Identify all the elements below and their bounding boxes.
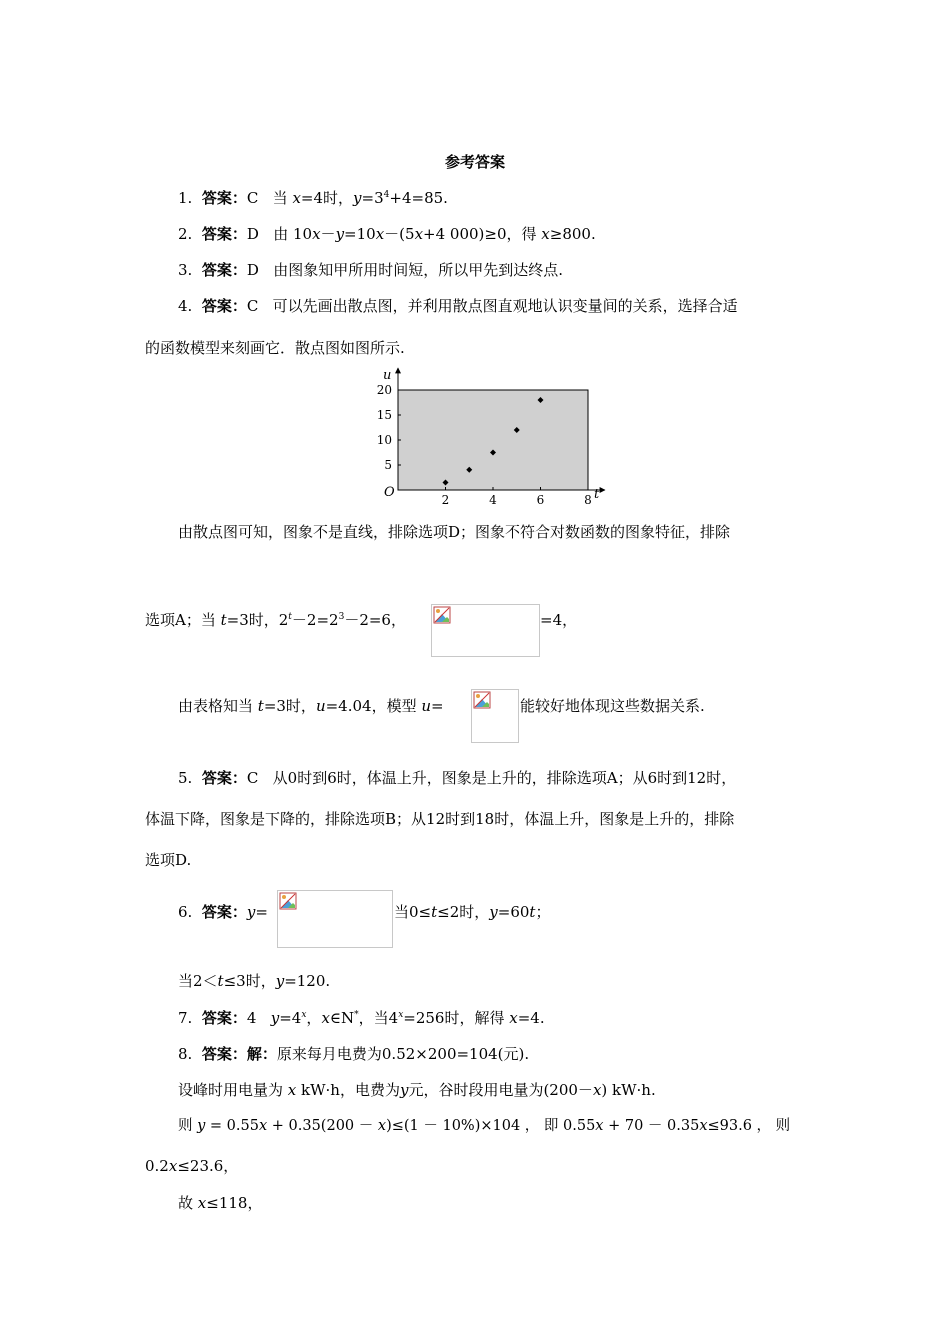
x-tick-label: 4 [489, 493, 497, 507]
paragraph-3-tail: 能较好地体现这些数据关系. [520, 697, 705, 715]
answer-8-line4: 0.2x≤23.6， [145, 1157, 239, 1175]
paragraph-1: 由散点图可知，图象不是直线，排除选项D；图象不符合对数函数的图象特征，排除 [178, 523, 731, 541]
scatter-chart [365, 362, 625, 512]
y-tick-label: 20 [376, 383, 392, 397]
answer-4-line2: 的函数模型来刻画它．散点图如图所示. [145, 339, 405, 357]
formula-image-3 [277, 890, 393, 948]
y-axis-label: u [383, 368, 392, 383]
broken-image-icon [433, 606, 451, 624]
answer-2: 2. 答案：D 由 10x－y=10x－(5x+4 000)≥0，得 x≥800. [178, 225, 596, 243]
answer-6: 6. 答案：y= [178, 903, 268, 921]
broken-image-icon [279, 892, 297, 910]
plot-area [398, 390, 588, 490]
answer-4: 4. 答案：C 可以先画出散点图，并利用散点图直观地认识变量间的关系，选择合适 [178, 297, 738, 315]
x-tick-label: 6 [536, 493, 545, 507]
paragraph-2: 选项A；当 t=3时，$2^t-2=2^3-2=6$， [145, 611, 406, 629]
answer-8-line5: 故 x≤118， [178, 1194, 263, 1212]
answer-1: 1. 答案：C 当 x=4时，$y=3^4+4=85$. [178, 189, 448, 207]
answer-5-line2: 体温下降，图象是下降的，排除选项B；从12时到18时，体温上升，图象是上升的，排除 [145, 810, 735, 828]
answer-3: 3. 答案：D 由图象知甲所用时间短，所以甲先到达终点. [178, 261, 563, 279]
answer-8-line2: 设峰时用电量为 x kW·h，电费为y元，谷时段用电量为(200－x) kW·h. [178, 1081, 656, 1099]
x-tick-label: 8 [584, 493, 592, 507]
paragraph-2-tail: =4， [540, 611, 578, 629]
answer-5: 5. 答案：C 从0时到6时，体温上升，图象是上升的，排除选项A；从6时到12时， [178, 769, 737, 787]
answer-5-line3: 选项D. [145, 851, 192, 869]
y-tick-label: 5 [384, 458, 392, 472]
formula-image-2 [471, 689, 519, 743]
page-title: 参考答案 [444, 153, 505, 171]
y-tick-label: 15 [376, 408, 392, 422]
y-tick-label: 10 [376, 433, 392, 447]
origin-label: O [384, 485, 395, 500]
answer-8: 8. 答案：解：原来每月电费为0.52×200=104(元). [178, 1045, 530, 1063]
answer-6-tail: 当0≤t≤2时，y=60t； [394, 903, 551, 921]
x-tick-label: 2 [441, 493, 450, 507]
answer-8-line3: 则 y = 0.55x + 0.35(200 － x)≤(1 － 10%)×104 ， 即 0.55x + 70 － 0.35x≤93.6 ， 则 [178, 1118, 791, 1134]
formula-image-1 [431, 604, 540, 657]
answer-6-line2: 当2＜t≤3时，y=120. [178, 972, 331, 990]
answer-7: 7. 答案：4 $y=4^x$，x∈N*，当$4^x=256$时，解得 x=4. [178, 1009, 545, 1027]
paragraph-3: 由表格知当 t=3时，u=4.04，模型 u= [178, 697, 444, 715]
broken-image-icon [473, 691, 491, 709]
x-axis-label: t [594, 487, 600, 502]
